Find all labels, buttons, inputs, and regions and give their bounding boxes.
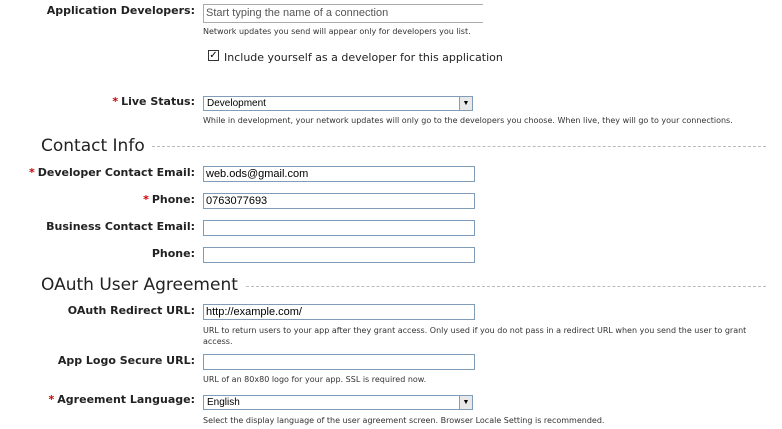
phone-label: * Phone: (143, 193, 195, 206)
language-help: Select the display language of the user agreement screen. Browser Locale Setting is recommended. (203, 416, 605, 425)
live-status-select[interactable]: Development ▼ (203, 96, 473, 111)
language-select[interactable]: English ▼ (203, 395, 473, 410)
contact-info-heading: Contact Info (41, 136, 145, 156)
contact-info-divider (152, 146, 766, 147)
developers-help: Network updates you send will appear only for developers you list. (203, 27, 471, 36)
chevron-down-icon: ▼ (459, 97, 472, 110)
logo-url-help: URL of an 80x80 logo for your app. SSL is required now. (203, 375, 427, 384)
developers-label: Application Developers: (46, 4, 195, 17)
oauth-heading: OAuth User Agreement (41, 275, 238, 295)
biz-phone-input[interactable] (203, 247, 475, 263)
biz-phone-label: Phone: (151, 247, 195, 260)
biz-email-input[interactable] (203, 220, 475, 236)
redirect-url-input[interactable]: http://example.com/ (203, 304, 475, 320)
dev-email-input[interactable]: web.ods@gmail.com (203, 166, 475, 182)
chevron-down-icon: ▼ (459, 396, 472, 409)
logo-url-input[interactable] (203, 354, 475, 370)
language-label: * Agreement Language: (48, 393, 195, 406)
include-self-label: Include yourself as a developer for this application (224, 51, 503, 64)
oauth-divider (246, 286, 766, 287)
redirect-url-label: OAuth Redirect URL: (67, 304, 195, 317)
redirect-url-help: URL to return users to your app after they grant access. Only used if you do not pass in a redirect URL when you send the user to grant access. (203, 326, 747, 346)
include-self-checkbox[interactable]: ✓ (209, 50, 218, 61)
logo-url-label: App Logo Secure URL: (57, 354, 195, 367)
phone-input[interactable]: 0763077693 (203, 193, 475, 209)
live-status-help: While in development, your network updates will only go to the developers you choose. When live, they will go to your connections. (203, 116, 733, 125)
dev-email-label: * Developer Contact Email: (29, 166, 195, 179)
developers-input[interactable]: Start typing the name of a connection (203, 4, 483, 23)
biz-email-label: Business Contact Email: (46, 220, 195, 233)
live-status-label: * Live Status: (112, 95, 195, 108)
